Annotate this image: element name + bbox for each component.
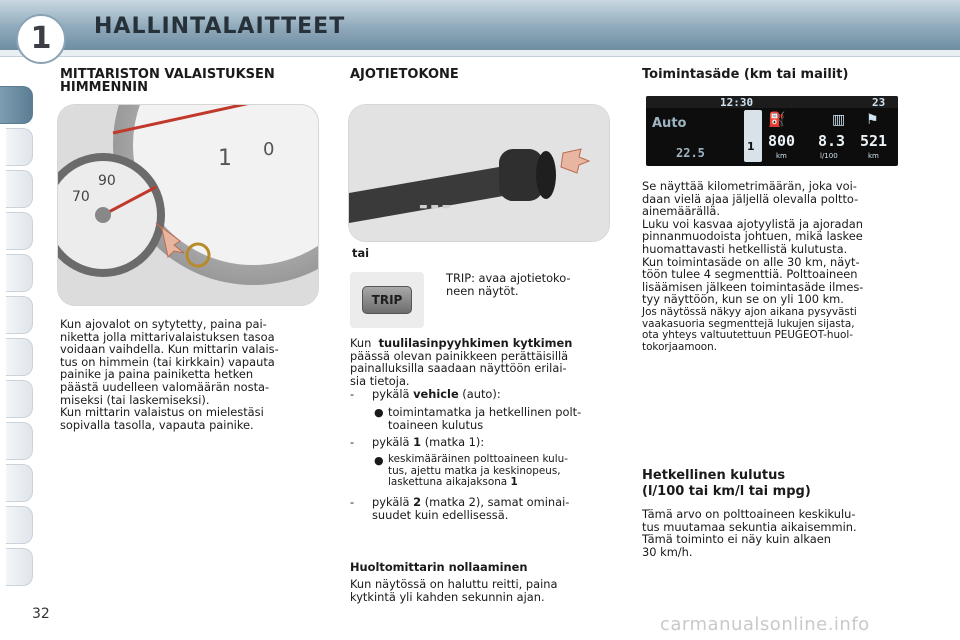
chapter-tab-7[interactable] — [6, 338, 33, 376]
menu-item-vehicle — [350, 387, 501, 401]
trip-computer-display — [646, 96, 898, 166]
item2-bullet-last-line — [388, 477, 610, 489]
item2-bullet-line: tus, ajettu matka ja keskinopeus, — [388, 464, 561, 477]
dash: - — [350, 435, 355, 449]
item1-bold: vehicle — [413, 387, 459, 401]
checkered-flag-icon: ⚑ — [866, 112, 879, 128]
item2-bullet-line: laskettuna aikajaksona — [388, 476, 508, 488]
fuel-gauge-icon: ▥ — [832, 112, 846, 128]
range-line: huomattavasti hetkellistä kulutusta. — [642, 241, 848, 256]
display-consumption-value: 8.3 — [818, 132, 846, 150]
reset-line: kytkintä yli kahden sekunnin ajan. — [350, 589, 545, 604]
display-time: 12:30 — [720, 96, 754, 109]
display-trip-selector — [744, 110, 762, 162]
col1-line: niketta jolla mittarivalaistuksen tasoa — [60, 329, 275, 344]
chapter-number-badge: 1 — [16, 14, 66, 64]
chapter-tab-5[interactable] — [6, 254, 33, 292]
wiper-stalk-image — [348, 104, 610, 242]
item1-bullet — [388, 406, 610, 431]
chapter-tab-9[interactable] — [6, 422, 33, 460]
instant-paragraph — [642, 508, 904, 558]
display-mode: Auto — [652, 116, 687, 131]
col1-line: päästä uudelleen valomäärän nosta- — [60, 379, 270, 394]
range-note-line: Jos näytössä näkyy ajon aikana pysyvästi — [642, 306, 857, 318]
header-divider — [0, 50, 960, 57]
chapter-tab-11[interactable] — [6, 506, 33, 544]
bullet-symbol: ● — [374, 406, 384, 419]
item3-text — [372, 496, 569, 509]
trip-description — [446, 272, 608, 297]
item1-post: (auto): — [462, 387, 501, 401]
chapter-title: HALLINTALAITTEET — [94, 14, 346, 39]
range-note-line: ota yhteys valtuutettuun PEUGEOT-huol- — [642, 329, 854, 341]
intro-first-line — [350, 337, 610, 350]
col1-line: tus on himmein (tai kirkkain) vapauta — [60, 354, 275, 369]
range-line: lisäämisen jälkeen toimintasäde ilmes- — [642, 279, 864, 294]
range-line: daan vielä ajaa jäljellä olevalla poltto- — [642, 191, 859, 206]
range-line: töön tulee 4 segmenttiä. Polttoaineen — [642, 267, 858, 282]
chapter-tab-6[interactable] — [6, 296, 33, 334]
reset-paragraph — [350, 578, 610, 603]
col3-heading: Toimintasäde (km tai mailit) — [642, 67, 849, 82]
display-range-unit: km — [776, 152, 787, 160]
chapter-tab-8[interactable] — [6, 380, 33, 418]
chapter-tabs — [0, 70, 34, 580]
item1-text — [372, 388, 501, 401]
display-left-value: 22.5 — [676, 146, 705, 160]
instant-line: Tämä toiminto ei näy kuin alkaen — [642, 532, 832, 547]
page-number: 32 — [32, 606, 50, 622]
item3-line2: suudet kuin edellisessä. — [372, 508, 509, 522]
reset-line: Kun näytössä on haluttu reitti, paina — [350, 577, 558, 591]
or-label: tai — [352, 246, 370, 260]
item1-pre: pykälä — [372, 387, 410, 401]
item2-bullet-line: keskimääräinen polttoaineen kulu- — [388, 453, 568, 465]
instant-line: tus muutamaa sekuntia aikaisemmin. — [642, 519, 857, 534]
range-line: ainemäärällä. — [642, 204, 721, 219]
chapter-tab-1[interactable] — [0, 86, 33, 124]
range-line: pinnanmuodoista johtuen, mikä laskee — [642, 229, 863, 244]
item2-text — [372, 436, 484, 449]
item2-bullet — [388, 454, 610, 489]
instant-line: Tämä arvo on polttoaineen keskikulu- — [642, 507, 856, 521]
dash: - — [350, 387, 355, 401]
trip-text-line: neen näytöt. — [446, 283, 519, 298]
trip-button-image — [350, 272, 424, 328]
intro-line: sia tietoja. — [350, 373, 410, 388]
range-line: tyy näyttöön, kun se on yli 100 km. — [642, 292, 844, 307]
item3-post: (matka 2), samat ominai- — [424, 495, 570, 509]
reset-heading: Huoltomittarin nollaaminen — [350, 560, 528, 574]
computer-intro — [350, 337, 610, 387]
display-trip-digit: 1 — [747, 140, 755, 153]
svg-text:90: 90 — [98, 173, 116, 189]
item2-pre: pykälä — [372, 435, 410, 449]
col1-heading-line1: MITTARISTON VALAISTUKSEN — [60, 67, 275, 82]
range-line: Se näyttää kilometrimäärän, joka voi- — [642, 179, 857, 193]
instant-heading-line2: (l/100 tai km/l tai mpg) — [642, 484, 811, 499]
col2-heading: AJOTIETOKONE — [350, 67, 459, 82]
instant-consumption-heading — [642, 468, 811, 500]
chapter-tab-12[interactable] — [6, 548, 33, 586]
col1-heading — [60, 68, 275, 94]
range-note-line: tokorjaamoon. — [642, 340, 718, 353]
display-range-value: 800 — [768, 132, 796, 150]
fuel-pump-icon: ⛽ — [768, 112, 786, 128]
instant-heading-line1: Hetkellinen kulutus — [642, 468, 786, 483]
display-distance-value: 521 — [860, 132, 888, 150]
col1-line: painike ja paina painiketta hetken — [60, 367, 254, 382]
range-paragraph — [642, 180, 904, 306]
item2-post: (matka 1): — [424, 435, 485, 449]
col1-line: sopivalla tasolla, vapauta painike. — [60, 417, 254, 432]
range-line: Luku voi kasvaa ajotyylistä ja ajoradan — [642, 216, 863, 231]
item1-bullet-line: toaineen kulutus — [388, 417, 484, 432]
display-consumption-unit: l/100 — [820, 152, 838, 160]
dash: - — [350, 495, 355, 509]
item3-bold: 2 — [413, 495, 422, 509]
instrument-cluster-image — [57, 104, 319, 306]
intro-line: päässä olevan painikkeen perättäisillä — [350, 348, 569, 363]
item3-pre: pykälä — [372, 495, 410, 509]
col1-line: Kun mittarin valaistus on mielestäsi — [60, 405, 264, 420]
col1-line: Kun ajovalot on sytytetty, paina pai- — [60, 317, 267, 331]
instrument-cluster-illustration — [58, 105, 318, 305]
display-temp: 23 — [872, 96, 886, 109]
chapter-tab-2[interactable] — [6, 128, 33, 166]
trip-button[interactable]: TRIP — [362, 286, 412, 314]
item1-bullet-line: toimintamatka ja hetkellinen polt- — [388, 405, 582, 419]
wiper-stalk-illustration — [349, 105, 609, 241]
svg-text:1: 1 — [218, 146, 232, 171]
col1-line: miseksi (tai laskemiseksi). — [60, 392, 210, 407]
range-note — [642, 307, 904, 353]
item2-bold: 1 — [413, 435, 422, 449]
svg-text:70: 70 — [72, 189, 90, 205]
watermark: carmanualsonline.info — [660, 614, 870, 635]
trip-text-line: TRIP: avaa ajotietoko- — [446, 271, 571, 285]
chapter-tab-4[interactable] — [6, 212, 33, 250]
svg-text:0: 0 — [263, 139, 275, 160]
intro-bold: tuulilasinpyyhkimen kytkimen — [378, 336, 573, 350]
menu-item-trip2 — [350, 495, 610, 522]
col1-heading-line2: HIMMENNIN — [60, 80, 148, 95]
range-line: Kun toimintasäde on alle 30 km, näyt- — [642, 254, 860, 269]
intro-kun: Kun — [350, 336, 372, 350]
col1-line: voidaan vaihdella. Kun mittarin valais- — [60, 342, 279, 357]
menu-item-trip1 — [350, 435, 485, 449]
item2-bullet-bold: 1 — [510, 476, 518, 488]
intro-line: painalluksilla saadaan näyttöön erilai- — [350, 361, 567, 376]
range-note-line: vaakasuoria segmenttejä lukujen sijasta, — [642, 317, 855, 330]
svg-text:▬ ▬ ▬: ▬ ▬ ▬ — [419, 202, 451, 212]
col1-paragraph — [60, 318, 318, 431]
chapter-tab-10[interactable] — [6, 464, 33, 502]
instant-line: 30 km/h. — [642, 544, 693, 559]
chapter-tab-3[interactable] — [6, 170, 33, 208]
bullet-symbol: ● — [374, 454, 384, 467]
display-distance-unit: km — [868, 152, 879, 160]
display-top-bar — [646, 96, 898, 108]
